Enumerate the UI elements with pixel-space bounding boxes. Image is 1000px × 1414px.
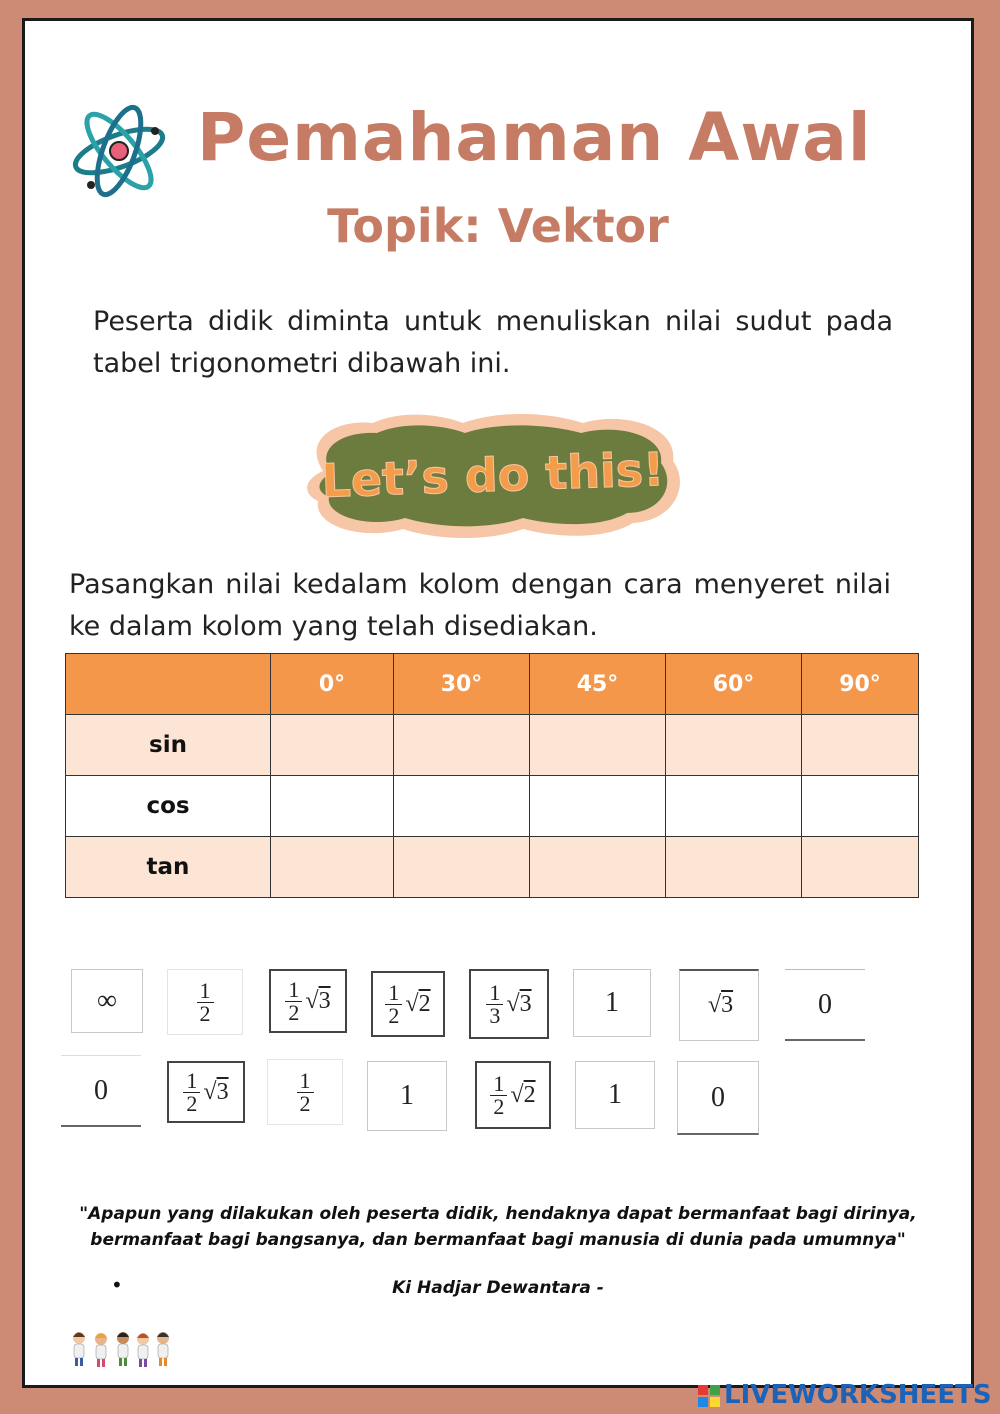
- numerator: 1: [297, 1070, 314, 1093]
- drop-cell[interactable]: [271, 776, 394, 837]
- quote-block: [25, 1201, 971, 1253]
- drop-cell[interactable]: [530, 776, 666, 837]
- radicand: 3: [318, 987, 331, 1014]
- card-value: 0: [818, 988, 832, 1020]
- quote-line-2: bermanfaat bagi bangsanya, dan bermanfaat bagi manusia di dunia pada umumnya": [90, 1230, 906, 1250]
- radicand: 2: [418, 990, 431, 1017]
- fraction: [183, 1067, 200, 1116]
- table-row-sin: [66, 715, 919, 776]
- table-header-cell: [66, 654, 271, 715]
- square-root: √2: [405, 990, 431, 1017]
- row-label: tan: [66, 837, 271, 898]
- drag-card-one[interactable]: [573, 969, 651, 1037]
- drop-cell[interactable]: [394, 715, 530, 776]
- drag-card-root3[interactable]: [679, 969, 759, 1041]
- drop-cell[interactable]: [666, 837, 802, 898]
- drag-card-one[interactable]: [575, 1061, 655, 1129]
- radicand: 3: [216, 1078, 229, 1105]
- radicand: 3: [519, 990, 532, 1017]
- drop-cell[interactable]: [530, 715, 666, 776]
- page-subtitle: [25, 199, 971, 253]
- radicand: 2: [523, 1081, 536, 1108]
- drag-card-zero[interactable]: [677, 1061, 759, 1135]
- card-value: 0: [711, 1081, 725, 1113]
- radicand: 3: [721, 992, 734, 1018]
- denominator: 2: [299, 1090, 311, 1116]
- table-header-cell: 45°: [530, 654, 666, 715]
- page-title: Pemahaman Awal: [197, 99, 872, 176]
- table-header-cell: 30°: [394, 654, 530, 715]
- instruction-paragraph: Pasangkan nilai kedalam kolom dengan cara menyeret nilai ke dalam kolom yang telah disediakan.: [69, 569, 891, 642]
- square-root: √3: [305, 987, 331, 1014]
- row-label: sin: [66, 715, 271, 776]
- table-header-cell: 60°: [666, 654, 802, 715]
- drop-cell[interactable]: [802, 837, 919, 898]
- numerator: 1: [486, 982, 503, 1005]
- drop-cell[interactable]: [802, 776, 919, 837]
- worksheet-page: [22, 18, 974, 1388]
- subtitle-text: Topik: Vektor: [327, 199, 669, 253]
- kids-illustration-icon: [69, 1329, 173, 1369]
- denominator: 2: [288, 999, 300, 1025]
- fraction: [490, 1070, 507, 1119]
- liveworksheets-logo-icon: [697, 1384, 721, 1408]
- table-header-row: [66, 654, 919, 715]
- card-value: ∞: [97, 985, 117, 1016]
- table-row-tan: [66, 837, 919, 898]
- drop-cell[interactable]: [394, 837, 530, 898]
- denominator: 2: [186, 1090, 198, 1116]
- card-value: 1: [400, 1080, 414, 1111]
- numerator: 1: [197, 980, 214, 1003]
- quote-line-1: "Apapun yang dilakukan oleh peserta didik, hendaknya dapat bermanfaat bagi dirinya,: [79, 1204, 917, 1224]
- table-row-cos: [66, 776, 919, 837]
- square-root: √2: [510, 1081, 536, 1108]
- square-root: √3: [203, 1078, 229, 1105]
- denominator: 2: [388, 1002, 400, 1028]
- lets-do-this-banner: [293, 401, 693, 551]
- card-value: 0: [94, 1074, 108, 1106]
- drop-cell[interactable]: [666, 776, 802, 837]
- intro-paragraph: Peserta didik diminta untuk menuliskan nilai sudut pada tabel trigonometri dibawah ini.: [93, 306, 893, 379]
- numerator: 1: [490, 1073, 507, 1096]
- square-root: √3: [506, 990, 532, 1017]
- bullet-point: •: [111, 1273, 123, 1297]
- numerator: 1: [385, 982, 402, 1005]
- card-value: 1: [605, 987, 619, 1018]
- drop-cell[interactable]: [271, 715, 394, 776]
- denominator: 2: [199, 1000, 211, 1026]
- drag-card-half-root3[interactable]: [167, 1061, 245, 1123]
- drop-cell[interactable]: [802, 715, 919, 776]
- denominator: 2: [493, 1093, 505, 1119]
- drag-card-third-root3[interactable]: [469, 969, 549, 1039]
- drag-card-half[interactable]: [167, 969, 243, 1035]
- drag-card-infinity[interactable]: [71, 969, 143, 1033]
- drag-card-zero[interactable]: [61, 1055, 141, 1127]
- drag-card-half[interactable]: [267, 1059, 343, 1125]
- fraction: [285, 976, 302, 1025]
- drop-cell[interactable]: [271, 837, 394, 898]
- drag-card-half-root2[interactable]: [475, 1061, 551, 1129]
- numerator: 1: [285, 979, 302, 1002]
- fraction: [486, 979, 503, 1028]
- table-header-cell: 0°: [271, 654, 394, 715]
- atom-icon: [69, 101, 169, 201]
- quote-author: Ki Hadjar Dewantara -: [392, 1278, 604, 1298]
- denominator: 3: [489, 1002, 501, 1028]
- banner-text: Let’s do this!: [320, 442, 666, 508]
- table-header-cell: 90°: [802, 654, 919, 715]
- square-root: √3: [707, 992, 734, 1018]
- drop-cell[interactable]: [530, 837, 666, 898]
- fraction: [297, 1067, 314, 1116]
- liveworksheets-brand[interactable]: LIVEWORKSHEETS: [724, 1380, 992, 1410]
- fraction: [385, 979, 402, 1028]
- drag-card-zero[interactable]: [785, 969, 865, 1041]
- drop-cell[interactable]: [666, 715, 802, 776]
- drag-card-one[interactable]: [367, 1061, 447, 1131]
- numerator: 1: [183, 1070, 200, 1093]
- card-value: 1: [608, 1079, 622, 1110]
- drag-card-half-root3[interactable]: [269, 969, 347, 1033]
- trig-table: [65, 653, 919, 898]
- row-label: cos: [66, 776, 271, 837]
- drop-cell[interactable]: [394, 776, 530, 837]
- drag-card-half-root2[interactable]: [371, 971, 445, 1037]
- fraction: [197, 977, 214, 1026]
